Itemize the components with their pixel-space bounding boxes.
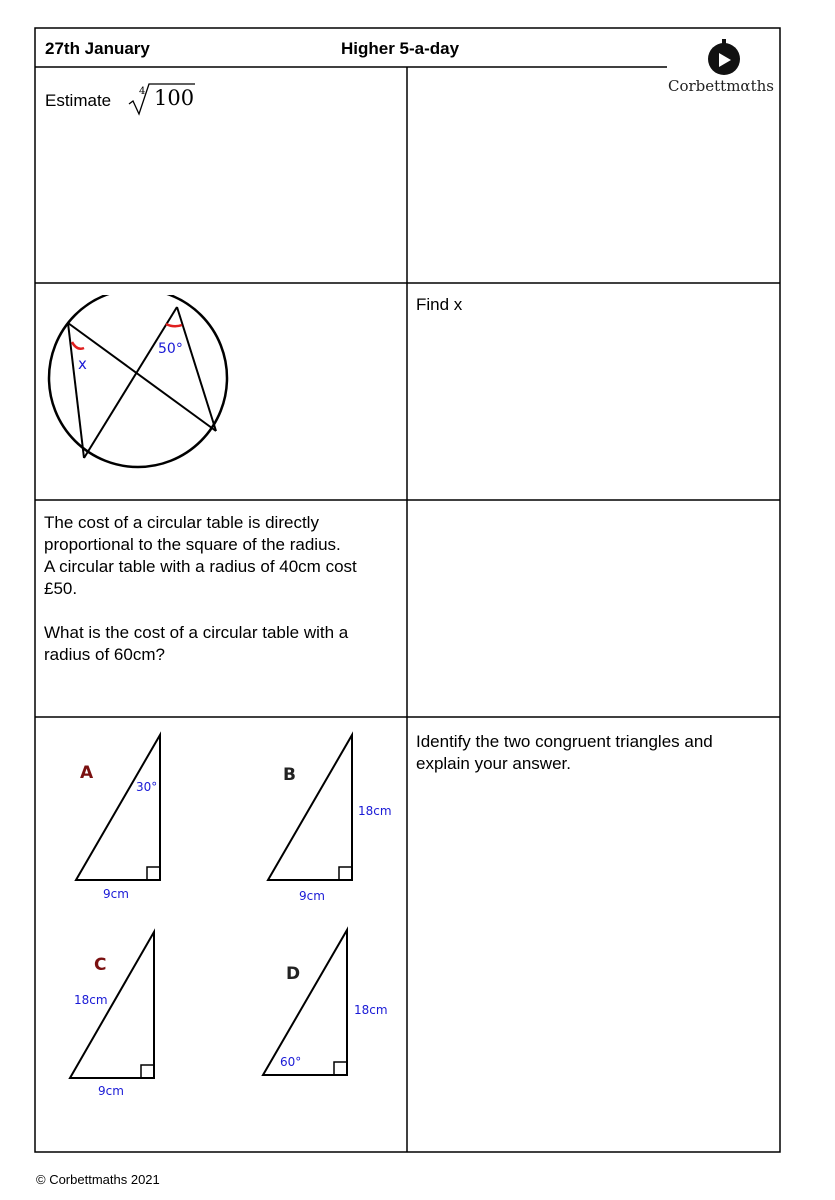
triangle-c <box>70 932 154 1098</box>
triangle-b-base: 9cm <box>299 889 325 903</box>
triangle-c-hyp: 18cm <box>74 993 108 1007</box>
q3-line-2: proportional to the square of the radius. <box>44 535 341 554</box>
q3-line-3: A circular table with a radius of 40cm cost <box>44 557 357 576</box>
radicand: 100 <box>154 86 195 110</box>
triangle-c-base: 9cm <box>98 1084 124 1098</box>
date-label: 27th January <box>45 39 150 58</box>
q3-line-4: £50. <box>44 579 78 598</box>
triangle-a <box>76 735 160 901</box>
unknown-x-label: x <box>78 355 87 373</box>
triangles-diagram <box>36 720 406 1150</box>
q4-prompt-line-2: explain your answer. <box>416 754 571 773</box>
angle-50-arc <box>166 324 182 326</box>
triangle-d-side: 18cm <box>354 1003 388 1017</box>
fourth-root-expression <box>125 80 205 120</box>
q2-prompt: Find x <box>416 295 463 314</box>
triangle-b-side: 18cm <box>358 804 392 818</box>
copyright-footer: © Corbettmaths 2021 <box>36 1172 160 1187</box>
triangle-a-name: A <box>80 763 94 783</box>
q3-line-6: radius of 60cm? <box>44 645 165 664</box>
triangle-b-name: B <box>283 765 296 785</box>
chord-3 <box>84 307 177 458</box>
q4-prompt-line-1: Identify the two congruent triangles and <box>416 732 713 751</box>
chord-1 <box>68 323 216 431</box>
angle-x-arc <box>72 342 84 349</box>
triangle-a-base: 9cm <box>103 887 129 901</box>
q3-text <box>44 512 399 666</box>
triangle-c-name: C <box>94 955 107 975</box>
triangle-d-angle: 60° <box>280 1055 302 1069</box>
angle-50-label: 50° <box>158 341 183 357</box>
triangle-d-name: D <box>286 964 301 984</box>
circle-theorem-diagram <box>40 295 240 475</box>
root-index: 4 <box>139 86 146 97</box>
q4-prompt <box>416 731 776 775</box>
logo-text: Corbettmαths <box>668 77 774 95</box>
q3-line-1: The cost of a circular table is directly <box>44 513 319 532</box>
triangle-d <box>263 930 388 1075</box>
page-title: Higher 5-a-day <box>341 39 460 58</box>
q3-line-5: What is the cost of a circular table with a <box>44 623 349 642</box>
q1-prompt: Estimate <box>45 91 112 110</box>
triangle-a-angle: 30° <box>136 780 158 794</box>
triangle-b <box>268 735 392 903</box>
corbettmaths-logo-icon <box>701 39 747 79</box>
